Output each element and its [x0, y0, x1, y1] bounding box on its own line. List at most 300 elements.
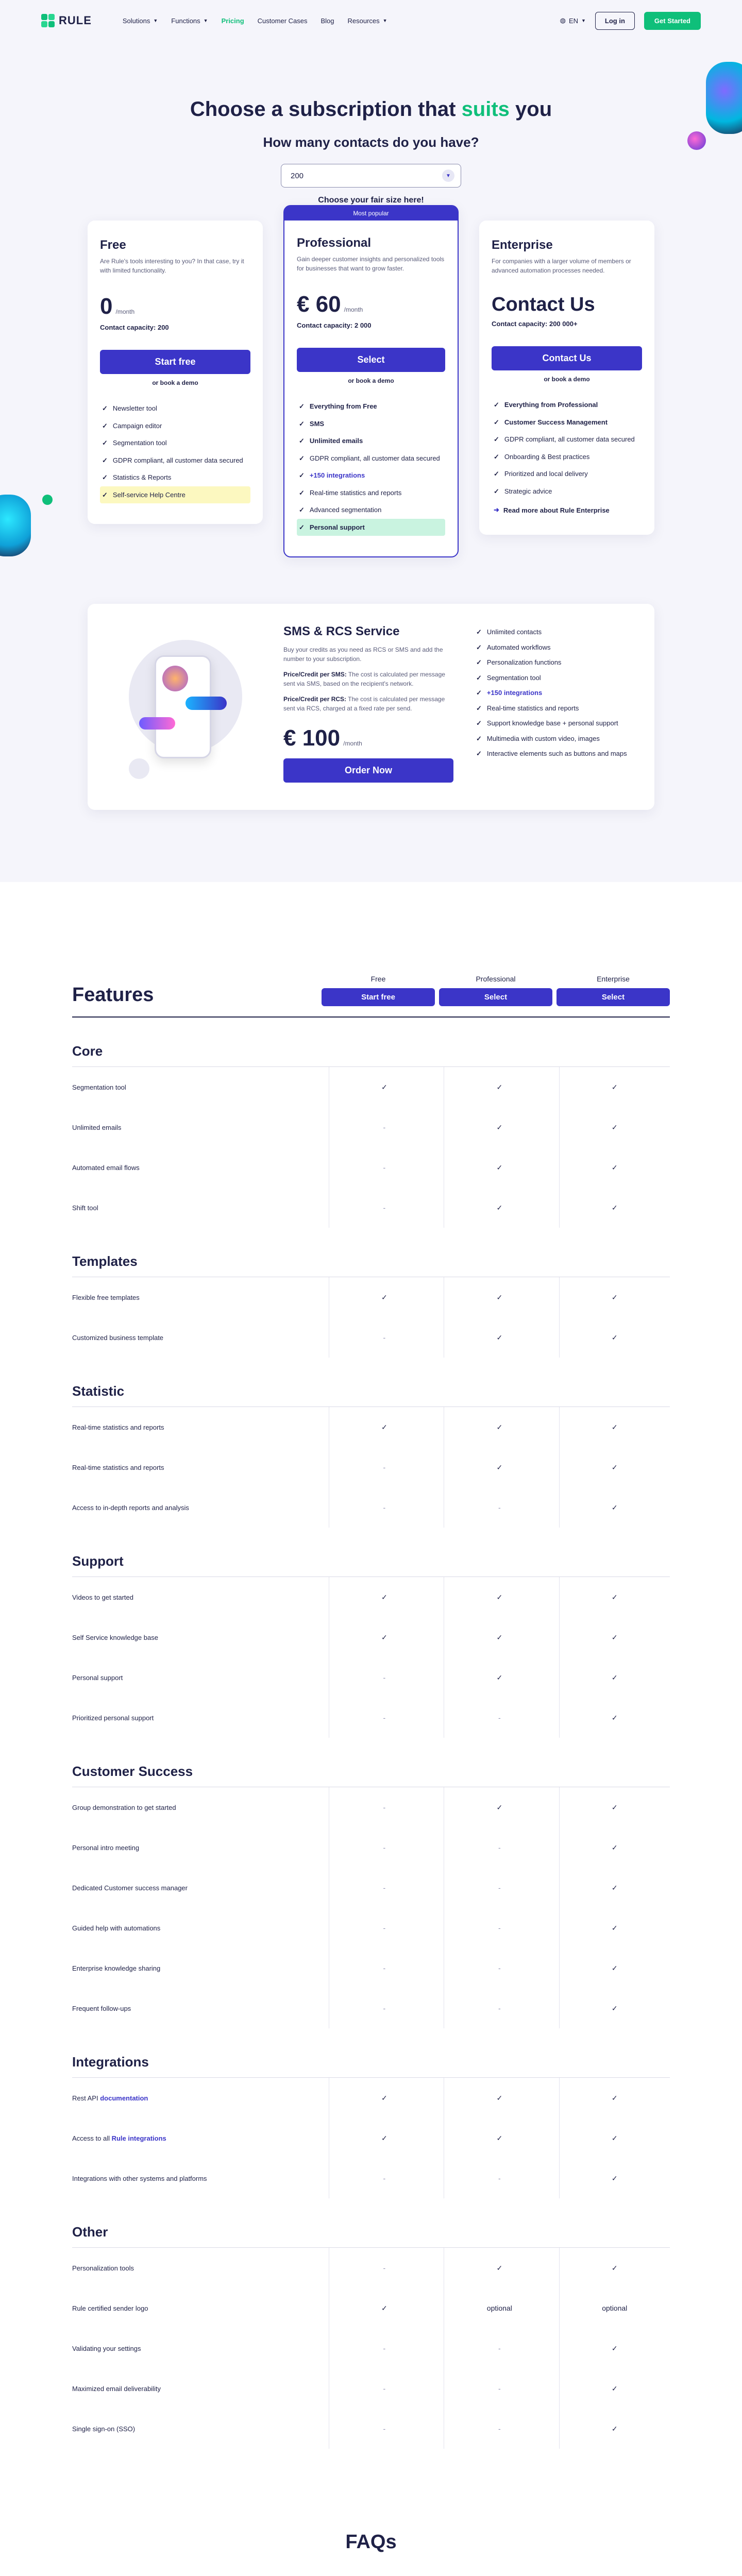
- check-icon: ✓: [559, 1948, 670, 1988]
- feature-name: Automated email flows: [72, 1163, 140, 1172]
- decor-blob-right-small-icon: [687, 131, 706, 150]
- check-icon: ✓: [476, 734, 482, 742]
- check-icon: ✓: [559, 1067, 670, 1107]
- check-icon: ✓: [299, 471, 305, 479]
- feature-name: Real-time statistics and reports: [72, 1423, 164, 1431]
- plan-column-button[interactable]: Select: [556, 988, 670, 1006]
- main-nav: [123, 17, 387, 25]
- feature-item: [100, 469, 250, 486]
- check-icon: ✓: [444, 2078, 554, 2118]
- check-icon: ✓: [559, 1317, 670, 1358]
- check-icon: ✓: [299, 419, 305, 428]
- check-icon: ✓: [329, 1067, 440, 1107]
- check-icon: ✓: [494, 418, 499, 426]
- feature-label: GDPR compliant, all customer data secured: [112, 456, 243, 464]
- feature-label: Customer Success Management: [504, 418, 608, 426]
- dash-icon: -: [444, 1487, 554, 1528]
- feature-item: [297, 501, 445, 519]
- check-icon: ✓: [476, 658, 482, 666]
- feature-label: GDPR compliant, all customer data secured: [309, 454, 440, 462]
- dash-icon: -: [329, 1447, 440, 1487]
- check-icon: ✓: [444, 1657, 554, 1698]
- select-professional-button[interactable]: Select: [297, 348, 445, 372]
- feature-label: Self-service Help Centre: [112, 490, 185, 499]
- check-icon: ✓: [559, 2328, 670, 2368]
- check-icon: ✓: [444, 1147, 554, 1188]
- feature-item: [297, 519, 445, 536]
- choose-size-hint: Choose your fair size here!: [318, 196, 424, 205]
- feature-item: [474, 640, 634, 655]
- chevron-down-icon: ▼: [442, 170, 454, 182]
- check-icon: ✓: [559, 1827, 670, 1868]
- language-label: EN: [568, 16, 578, 25]
- dash-icon: -: [444, 1948, 554, 1988]
- check-icon: ✓: [329, 1407, 440, 1447]
- table-row: [72, 2248, 670, 2288]
- check-icon: ✓: [329, 1277, 440, 1317]
- plan-column-button[interactable]: Select: [439, 988, 552, 1006]
- check-icon: ✓: [494, 487, 499, 495]
- feature-cell-text: optional: [559, 2288, 670, 2328]
- feature-item: [474, 716, 634, 731]
- plan-name: Free: [100, 238, 126, 252]
- plan-contact-title: Contact Us: [492, 294, 595, 315]
- feature-item: [492, 414, 642, 431]
- check-icon: ✓: [559, 1107, 670, 1147]
- sms-feature-list: [474, 624, 634, 761]
- check-icon: ✓: [329, 2078, 440, 2118]
- chevron-down-icon: ▼: [581, 18, 586, 23]
- feature-section-title: Support: [72, 1553, 670, 1577]
- feature-label: Real-time statistics and reports: [309, 488, 402, 497]
- feature-label: Advanced segmentation: [309, 506, 382, 514]
- check-icon: ✓: [102, 456, 108, 464]
- table-row: [72, 2409, 670, 2449]
- contact-us-button[interactable]: Contact Us: [492, 346, 642, 370]
- check-icon: ✓: [494, 435, 499, 443]
- dash-icon: -: [329, 1908, 440, 1948]
- feature-item: [297, 467, 445, 484]
- feature-label: Everything from Professional: [504, 401, 598, 409]
- feature-name: Segmentation tool: [72, 1083, 126, 1091]
- feature-item: [474, 731, 634, 747]
- feature-item: [100, 417, 250, 435]
- logo-text: RULE: [59, 14, 92, 27]
- table-row: [72, 2078, 670, 2118]
- check-icon: ✓: [559, 1868, 670, 1908]
- check-icon: ✓: [476, 628, 482, 636]
- sms-price-period: /month: [343, 740, 362, 747]
- feature-label: Unlimited contacts: [486, 628, 542, 636]
- plan-column-header: [322, 975, 435, 1006]
- feature-name: Prioritized personal support: [72, 1714, 154, 1722]
- dash-icon: -: [444, 1698, 554, 1738]
- table-row: [72, 1147, 670, 1188]
- phone-illustration-icon: [108, 624, 263, 789]
- check-icon: ✓: [559, 1657, 670, 1698]
- check-icon: ✓: [494, 470, 499, 478]
- check-icon: ✓: [559, 2078, 670, 2118]
- plan-name: Enterprise: [492, 238, 553, 252]
- feature-label: Support knowledge base + personal support: [486, 719, 618, 727]
- feature-link[interactable]: Rule integrations: [111, 2134, 166, 2142]
- check-icon: ✓: [559, 1988, 670, 2028]
- feature-item: [474, 746, 634, 761]
- plan-price: € 60: [297, 292, 341, 317]
- table-row: [72, 1188, 670, 1228]
- features-table: [72, 975, 670, 2449]
- nav-item-label: Customer Cases: [257, 16, 308, 25]
- dash-icon: -: [444, 1988, 554, 2028]
- feature-name: Validating your settings: [72, 2344, 141, 2352]
- plan-feature-list: [100, 400, 250, 503]
- plan-column-name: Professional: [476, 975, 516, 983]
- feature-name: Dedicated Customer success manager: [72, 1884, 188, 1892]
- check-icon: ✓: [444, 1577, 554, 1617]
- check-icon: ✓: [559, 2368, 670, 2409]
- check-icon: ✓: [476, 750, 482, 757]
- check-icon: ✓: [476, 704, 482, 712]
- feature-name: Maximized email deliverability: [72, 2384, 161, 2393]
- table-row: [72, 1698, 670, 1738]
- faq-section: [119, 2531, 623, 2576]
- feature-name: Unlimited emails: [72, 1123, 122, 1131]
- dash-icon: -: [329, 2368, 440, 2409]
- plan-column-header: [556, 975, 670, 1006]
- check-icon: ✓: [476, 719, 482, 727]
- check-icon: ✓: [476, 689, 482, 697]
- feature-item: [474, 624, 634, 640]
- sms-price: € 100: [283, 725, 341, 751]
- check-icon: ✓: [329, 2118, 440, 2158]
- plan-name: Professional: [297, 236, 372, 250]
- plan-description: For companies with a larger volume of members or advanced automation processes needed.: [492, 258, 631, 274]
- check-icon: ✓: [559, 1407, 670, 1447]
- nav-item-resources[interactable]: [348, 17, 387, 25]
- check-icon: ✓: [444, 1317, 554, 1358]
- rule-logo-icon: [41, 14, 55, 27]
- dash-icon: -: [329, 1317, 440, 1358]
- dash-icon: -: [329, 1487, 440, 1528]
- plan-capacity: Contact capacity: 2 000: [297, 321, 372, 329]
- check-icon: ✓: [329, 2288, 440, 2328]
- dash-icon: -: [444, 1827, 554, 1868]
- feature-name: Personal support: [72, 1673, 123, 1682]
- feature-label: Real-time statistics and reports: [486, 704, 579, 712]
- sms-price-sms: Price/Credit per SMS: The cost is calculated per message sent via SMS, based on the recipient's network.: [283, 671, 445, 687]
- contacts-select[interactable]: [281, 164, 461, 188]
- feature-label: Automated workflows: [486, 643, 551, 651]
- feature-name: Enterprise knowledge sharing: [72, 1964, 161, 1972]
- check-icon: ✓: [102, 490, 108, 499]
- check-icon: ✓: [444, 1447, 554, 1487]
- feature-section-title: Other: [72, 2224, 670, 2248]
- check-icon: ✓: [444, 1407, 554, 1447]
- check-icon: ✓: [559, 1188, 670, 1228]
- table-row: [72, 1868, 670, 1908]
- feature-item: [474, 701, 634, 716]
- feature-name: Integrations with other systems and platforms: [72, 2174, 207, 2182]
- nav-item-label: Solutions: [122, 16, 150, 25]
- check-icon: ✓: [102, 421, 108, 430]
- table-row: [72, 2158, 670, 2198]
- check-icon: ✓: [559, 1487, 670, 1528]
- check-icon: ✓: [444, 1277, 554, 1317]
- feature-item: [297, 484, 445, 502]
- check-icon: ✓: [559, 1447, 670, 1487]
- check-icon: ✓: [299, 506, 305, 514]
- login-button[interactable]: Log in: [595, 12, 635, 30]
- nav-item-label: Functions: [171, 16, 200, 25]
- feature-name: Rule certified sender logo: [72, 2304, 148, 2312]
- feature-label: Segmentation tool: [486, 673, 541, 682]
- table-row: [72, 1617, 670, 1657]
- feature-name: Access to in-depth reports and analysis: [72, 1503, 189, 1512]
- check-icon: ✓: [494, 452, 499, 461]
- check-icon: ✓: [444, 2118, 554, 2158]
- feature-label: Prioritized and local delivery: [504, 470, 588, 478]
- check-icon: ✓: [444, 1617, 554, 1657]
- plan-capacity: Contact capacity: 200: [100, 324, 169, 331]
- plan-description: Gain deeper customer insights and personalized tools for businesses that want to grow faster.: [297, 256, 445, 272]
- nav-item-customer-cases[interactable]: [258, 17, 308, 25]
- plan-card-free: [88, 221, 263, 524]
- check-icon: ✓: [102, 404, 108, 412]
- dash-icon: -: [329, 1787, 440, 1827]
- check-icon: ✓: [559, 1617, 670, 1657]
- rule-logo[interactable]: [41, 14, 92, 27]
- feature-item: [100, 452, 250, 469]
- nav-item-label: Resources: [347, 16, 380, 25]
- table-row: [72, 1487, 670, 1528]
- check-icon: ✓: [299, 402, 305, 410]
- sms-description: Buy your credits as you need as RCS or SMS and add the number to your subscription.: [283, 646, 443, 663]
- table-row: [72, 1948, 670, 1988]
- most-popular-badge: Most popular: [284, 206, 458, 221]
- feature-label: Segmentation tool: [112, 439, 167, 447]
- plan-capacity: Contact capacity: 200 000+: [492, 320, 578, 328]
- check-icon: ✓: [444, 1107, 554, 1147]
- check-icon: ✓: [559, 1277, 670, 1317]
- plan-price-period: /month: [344, 306, 363, 313]
- nav-item-label: Pricing: [221, 16, 244, 25]
- feature-name: Frequent follow-ups: [72, 2004, 131, 2012]
- nav-item-solutions[interactable]: [123, 17, 158, 25]
- feature-label: Onboarding & Best practices: [504, 452, 590, 461]
- feature-name: Personal intro meeting: [72, 1843, 140, 1852]
- book-demo-link[interactable]: or book a demo: [152, 379, 198, 386]
- feature-name: Access to all Rule integrations: [72, 2134, 166, 2142]
- feature-label[interactable]: +150 integrations: [486, 689, 543, 697]
- feature-name: Personalization tools: [72, 2264, 134, 2272]
- enterprise-read-more-link[interactable]: [492, 506, 642, 514]
- check-icon: ✓: [476, 673, 482, 682]
- dash-icon: -: [444, 2368, 554, 2409]
- feature-item: [492, 396, 642, 414]
- feature-label: Newsletter tool: [112, 404, 157, 412]
- feature-item: [492, 431, 642, 448]
- check-icon: ✓: [559, 1908, 670, 1948]
- sms-rcs-card: [88, 604, 654, 810]
- feature-label: Unlimited emails: [309, 437, 363, 445]
- feature-item: [100, 434, 250, 452]
- get-started-button[interactable]: Get Started: [644, 12, 701, 30]
- check-icon: ✓: [559, 1698, 670, 1738]
- dash-icon: -: [329, 1698, 440, 1738]
- sms-title: SMS & RCS Service: [283, 624, 400, 638]
- plan-column-name: Free: [370, 975, 386, 983]
- feature-label: Statistics & Reports: [112, 473, 172, 481]
- book-demo-link[interactable]: or book a demo: [544, 376, 590, 383]
- dash-icon: -: [329, 1868, 440, 1908]
- table-row: [72, 1447, 670, 1487]
- site-header: [0, 0, 742, 41]
- check-icon: ✓: [559, 1787, 670, 1827]
- feature-section-title: Core: [72, 1043, 670, 1067]
- feature-item: [492, 448, 642, 466]
- nav-item-pricing[interactable]: [222, 17, 244, 25]
- page-title: Choose a subscription that suits you: [190, 98, 552, 121]
- check-icon: ✓: [559, 2158, 670, 2198]
- table-row: [72, 2118, 670, 2158]
- chevron-down-icon: ▼: [203, 18, 208, 23]
- table-row: [72, 1407, 670, 1447]
- check-icon: ✓: [444, 1188, 554, 1228]
- feature-name: Videos to get started: [72, 1593, 134, 1601]
- feature-item: [297, 415, 445, 433]
- feature-section-title: Templates: [72, 1253, 670, 1277]
- dash-icon: -: [329, 1147, 440, 1188]
- plan-column-header: [439, 975, 552, 1006]
- feature-item: [100, 400, 250, 417]
- feature-section-title: Integrations: [72, 2054, 670, 2078]
- feature-item: [297, 432, 445, 450]
- dash-icon: -: [329, 1107, 440, 1147]
- check-icon: ✓: [559, 1147, 670, 1188]
- dash-icon: -: [329, 1188, 440, 1228]
- dash-icon: -: [329, 1657, 440, 1698]
- feature-name: Customized business template: [72, 1333, 164, 1342]
- feature-label: Personalization functions: [486, 658, 562, 666]
- check-icon: ✓: [299, 437, 305, 445]
- feature-label[interactable]: +150 integrations: [309, 471, 365, 479]
- feature-item: [474, 670, 634, 686]
- arrow-right-icon: ➜: [494, 506, 499, 514]
- dash-icon: -: [329, 2158, 440, 2198]
- table-row: [72, 1107, 670, 1147]
- table-row: [72, 1827, 670, 1868]
- feature-name: Self Service knowledge base: [72, 1633, 158, 1641]
- dash-icon: -: [444, 2158, 554, 2198]
- dash-icon: -: [444, 2409, 554, 2449]
- feature-item: [474, 655, 634, 670]
- dash-icon: -: [444, 1908, 554, 1948]
- book-demo-link[interactable]: or book a demo: [348, 377, 394, 384]
- feature-label: Everything from Free: [309, 402, 377, 410]
- plan-feature-list: [492, 396, 642, 500]
- table-row: [72, 1988, 670, 2028]
- plan-description: Are Rule's tools interesting to you? In that case, try it with limited functionality.: [100, 258, 244, 274]
- feature-item: [492, 483, 642, 500]
- feature-item: [297, 398, 445, 415]
- plan-card-professional: [283, 205, 459, 557]
- contacts-question: How many contacts do you have?: [263, 134, 479, 150]
- sms-price-rcs: Price/Credit per RCS: The cost is calculated per message sent via RCS, charged at a fixed rate per send.: [283, 696, 445, 712]
- check-icon: ✓: [444, 1787, 554, 1827]
- table-row: [72, 1908, 670, 1948]
- decor-blob-left-small-icon: [42, 495, 53, 505]
- check-icon: ✓: [299, 523, 305, 531]
- faq-title: FAQs: [345, 2531, 397, 2553]
- enterprise-read-more-label: Read more about Rule Enterprise: [503, 506, 610, 514]
- feature-item: [100, 486, 250, 504]
- check-icon: ✓: [299, 488, 305, 497]
- feature-label: Campaign editor: [112, 421, 162, 430]
- dash-icon: -: [329, 2328, 440, 2368]
- table-row: [72, 2328, 670, 2368]
- nav-item-functions[interactable]: [171, 17, 208, 25]
- table-row: [72, 1317, 670, 1358]
- check-icon: ✓: [299, 454, 305, 462]
- features-title: Features: [72, 984, 154, 1006]
- feature-label: Interactive elements such as buttons and maps: [486, 750, 627, 757]
- feature-name: Real-time statistics and reports: [72, 1463, 164, 1471]
- check-icon: ✓: [559, 1577, 670, 1617]
- feature-label: Strategic advice: [504, 487, 552, 495]
- feature-section-title: Customer Success: [72, 1764, 670, 1787]
- decor-blob-right-icon: [706, 62, 742, 134]
- feature-name: Flexible free templates: [72, 1293, 140, 1301]
- table-row: [72, 1067, 670, 1107]
- decor-blob-left-icon: [0, 495, 31, 556]
- check-icon: ✓: [329, 1577, 440, 1617]
- check-icon: ✓: [444, 1067, 554, 1107]
- plan-column-button[interactable]: Start free: [322, 988, 435, 1006]
- nav-item-blog[interactable]: [321, 17, 334, 25]
- feature-label: GDPR compliant, all customer data secured: [504, 435, 635, 443]
- table-row: [72, 1657, 670, 1698]
- dash-icon: -: [329, 1827, 440, 1868]
- table-row: [72, 1577, 670, 1617]
- feature-label: Multimedia with custom video, images: [486, 734, 600, 742]
- table-row: [72, 2288, 670, 2328]
- check-icon: ✓: [102, 473, 108, 481]
- plan-price-period: /month: [115, 308, 135, 315]
- plan-feature-list: [297, 398, 445, 536]
- feature-item: [297, 450, 445, 467]
- feature-section-title: Statistic: [72, 1383, 670, 1407]
- start-free-button[interactable]: Start free: [100, 350, 250, 374]
- plan-column-name: Enterprise: [597, 975, 630, 983]
- check-icon: ✓: [329, 1617, 440, 1657]
- feature-link[interactable]: documentation: [100, 2094, 148, 2102]
- language-selector[interactable]: [560, 16, 586, 25]
- dash-icon: -: [329, 1948, 440, 1988]
- feature-name: Single sign-on (SSO): [72, 2425, 136, 2433]
- chevron-down-icon: ▼: [153, 18, 158, 23]
- plan-card-enterprise: [479, 221, 654, 535]
- dash-icon: -: [444, 2328, 554, 2368]
- feature-name: Shift tool: [72, 1204, 98, 1212]
- order-now-button[interactable]: Order Now: [283, 758, 453, 783]
- dash-icon: -: [329, 2409, 440, 2449]
- table-row: [72, 2368, 670, 2409]
- check-icon: ✓: [494, 401, 499, 409]
- feature-item: [474, 685, 634, 701]
- feature-label: SMS: [309, 419, 325, 428]
- feature-name: Rest API documentation: [72, 2094, 148, 2102]
- feature-cell-text: optional: [444, 2288, 554, 2328]
